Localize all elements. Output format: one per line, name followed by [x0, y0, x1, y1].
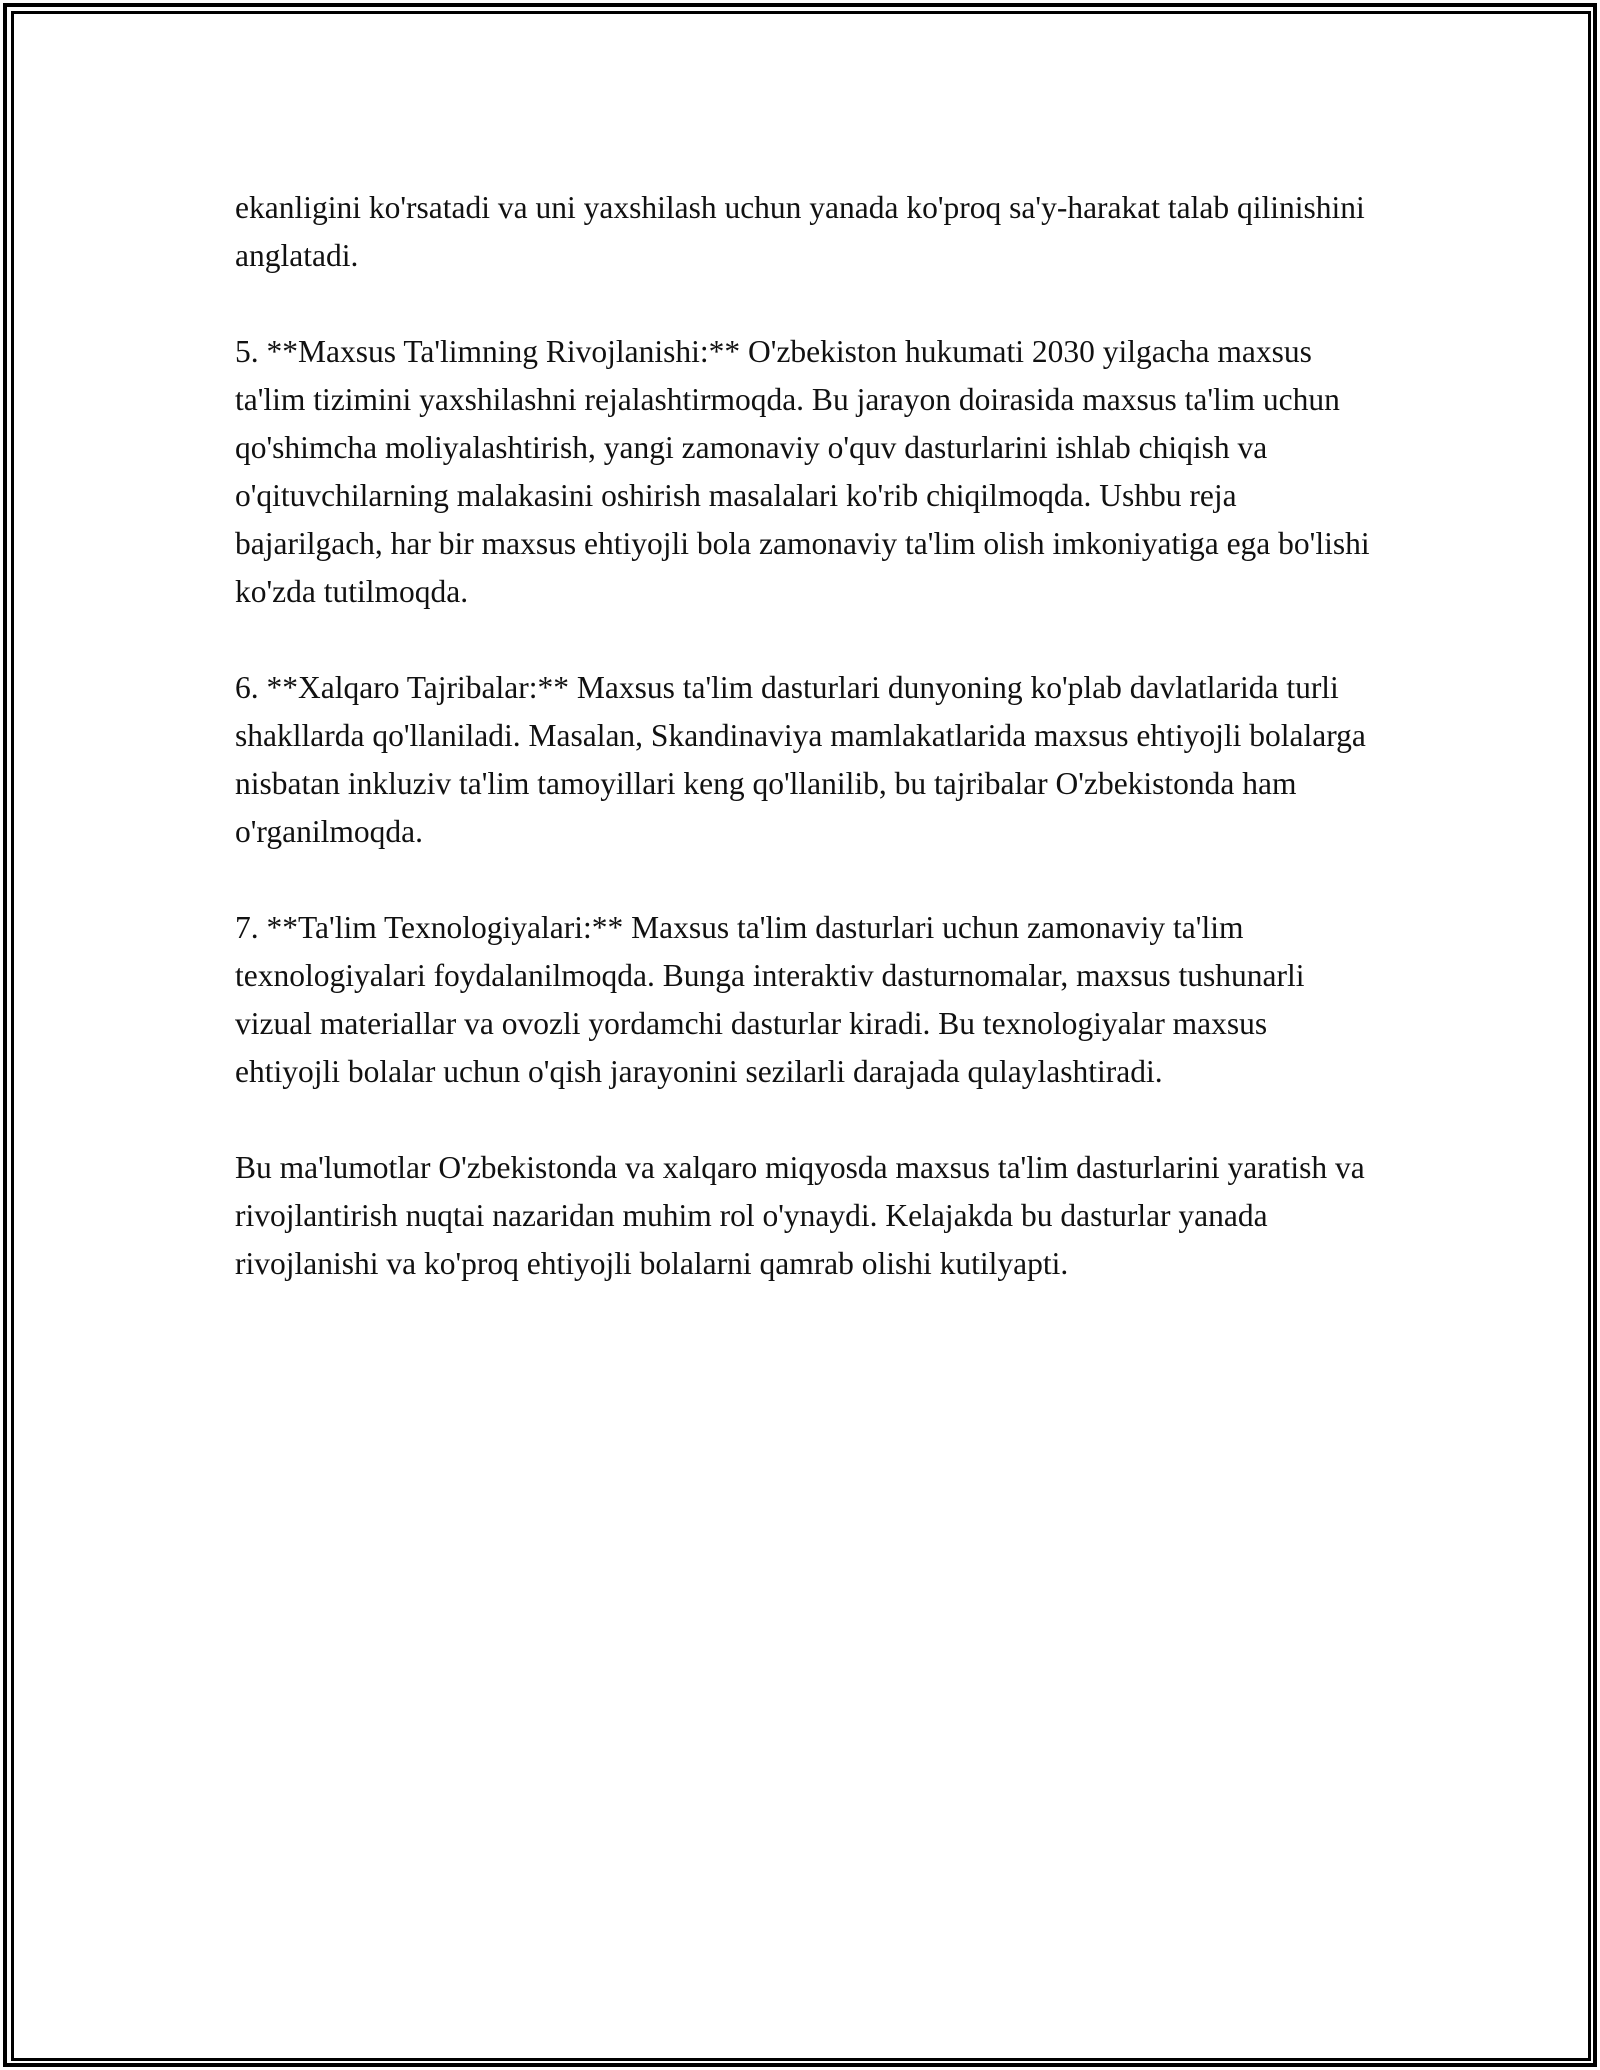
paragraph-item-7: 7. **Ta'lim Texnologiyalari:** Maxsus ta'lim dasturlari uchun zamonaviy ta'lim texnologiyalari foydalanilmoqda. Bunga interaktiv dasturnomalar, maxsus tushunarli vizual materiallar va ovozli yordamchi dasturlar kiradi. Bu texnologiyalar maxsus ehtiyojli bolalar uchun o'qish jarayonini sezilarli darajada qulaylashtiradi.: [235, 910, 1305, 1089]
paragraph-item-6: 6. **Xalqaro Tajribalar:** Maxsus ta'lim dasturlari dunyoning ko'plab davlatlarida turli shakllarda qo'llaniladi. Masalan, Skandinaviya mamlakatlarida maxsus ehtiyojli bolalarga nisbatan inkluziv ta'lim tamoyillari keng qo'llanilib, bu tajribalar O'zbekistonda ham o'rganilmoqda.: [235, 670, 1366, 849]
paragraph-continuation: ekanligini ko'rsatadi va uni yaxshilash uchun yanada ko'proq sa'y-harakat talab qilinishini anglatadi.: [235, 190, 1365, 273]
paragraph-conclusion: Bu ma'lumotlar O'zbekistonda va xalqaro miqyosda maxsus ta'lim dasturlarini yaratish va rivojlantirish nuqtai nazaridan muhim rol o'ynaydi. Kelajakda bu dasturlar yanada rivojlanishi va ko'proq ehtiyojli bolalarni qamrab olishi kutilyapti.: [235, 1150, 1365, 1281]
document-body: [235, 184, 1375, 1336]
paragraph-item-5: 5. **Maxsus Ta'limning Rivojlanishi:** O'zbekiston hukumati 2030 yilgacha maxsus ta'lim tizimini yaxshilashni rejalashtirmoqda. Bu jarayon doirasida maxsus ta'lim uchun qo'shimcha moliyalashtirish, yangi zamonaviy o'quv dasturlarini ishlab chiqish va o'qituvchilarning malakasini oshirish masalalari ko'rib chiqilmoqda. Ushbu reja bajarilgach, har bir maxsus ehtiyojli bola zamonaviy ta'lim olish imkoniyatiga ega bo'lishi ko'zda tutilmoqda.: [235, 334, 1370, 609]
